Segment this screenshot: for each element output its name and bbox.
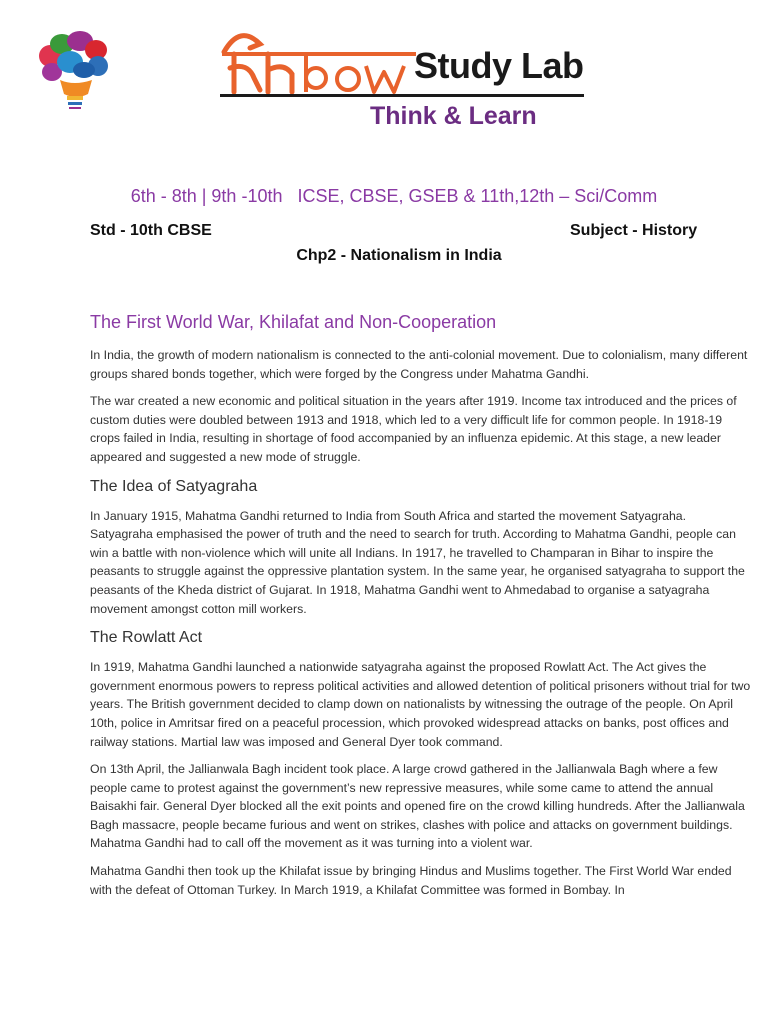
chapter-title: Chp2 - Nationalism in India (296, 247, 502, 264)
brand-tagline: Think & Learn (370, 102, 537, 130)
standard-label: Std - 10th CBSE (90, 222, 212, 239)
paragraph: Mahatma Gandhi then took up the Khilafat issue by bringing Hindus and Muslims together. The First World War ended with the defeat of Ottoman Turkey. In March 1919, a Khilafat Committee was formed in Bombay. In (90, 864, 732, 897)
subject-label: Subject - History (570, 222, 698, 239)
paragraph: In 1919, Mahatma Gandhi launched a nationwide satyagraha against the proposed Rowlatt Act. The Act gives the government enormous powers to repress political activities and allowed detention of political prisoners without trial for two years. The British government decided to clamp down on nationalists by witnessing the outrage of the people. On April 10th, police in Amritsar fired on a peaceful procession, which provoked widespread attacks on banks, post offices and railway stations. Martial law was imposed and General Dyer took command. (90, 660, 751, 749)
brand-name: Study Lab (414, 45, 584, 86)
paragraph: In January 1915, Mahatma Gandhi returned to India from South Africa and started the movement Satyagraha. Satyagraha emphasised the power of truth and the need to search for truth. According to Mahatma Gandhi, people can win a battle with non-violence which will unite all Indians. In 1917, he travelled to Champaran in Bihar to inspire the peasants to struggle against the oppressive plantation system. In the same year, he organised satyagraha to support the peasants of the Kheda district of Gujarat. In 1918, Mahatma Gandhi went to Ahmedabad to organise a satyagraha movement amongst cotton mill workers. (90, 508, 745, 616)
courses-banner: 6th - 8th | 9th -10th ICSE, CBSE, GSEB & 11th,12th – Sci/Comm (130, 186, 658, 206)
paragraph: The war created a new economic and political situation in the years after 1919. Income tax introduced and the prices of custom duties were doubled between 1913 and 1918, which led to a very difficult life for common people. In 1918-19 crops failed in India, resulting in shortage of food accompanied by an influenza epidemic. At this stage, a new leader appeared and suggested a new mode of struggle. (90, 394, 737, 464)
section-heading-main: The First World War, Khilafat and Non-Cooperation (90, 312, 497, 332)
section-heading-satyagraha: The Idea of Satyagraha (90, 477, 258, 495)
brand-underline (220, 94, 584, 97)
brand-hindi-logotype (220, 22, 420, 102)
paragraph: In India, the growth of modern nationalism is connected to the anti-colonial movement. Due to colonialism, many different groups shared bonds together, which were forged by the Congress under Mahatma Gandhi. (90, 348, 748, 381)
document-content (90, 310, 752, 908)
section-heading-rowlatt: The Rowlatt Act (90, 629, 203, 647)
header (0, 0, 768, 150)
brain-bulb-logo-icon (36, 28, 114, 124)
paragraph: On 13th April, the Jallianwala Bagh incident took place. A large crowd gathered in the Jallianwala Bagh where a few people came to protest against the government’s new repressive measures, while some came to attend the annual Baisakhi fair. General Dyer blocked all the exit points and opened fire on the crowd killing hundreds. After the Jallianwala Bagh massacre, people became furious and went on strikes, clashes with police and attacks on government buildings. Mahatma Gandhi had to call off the movement as it was turning into a violent war. (90, 762, 745, 851)
